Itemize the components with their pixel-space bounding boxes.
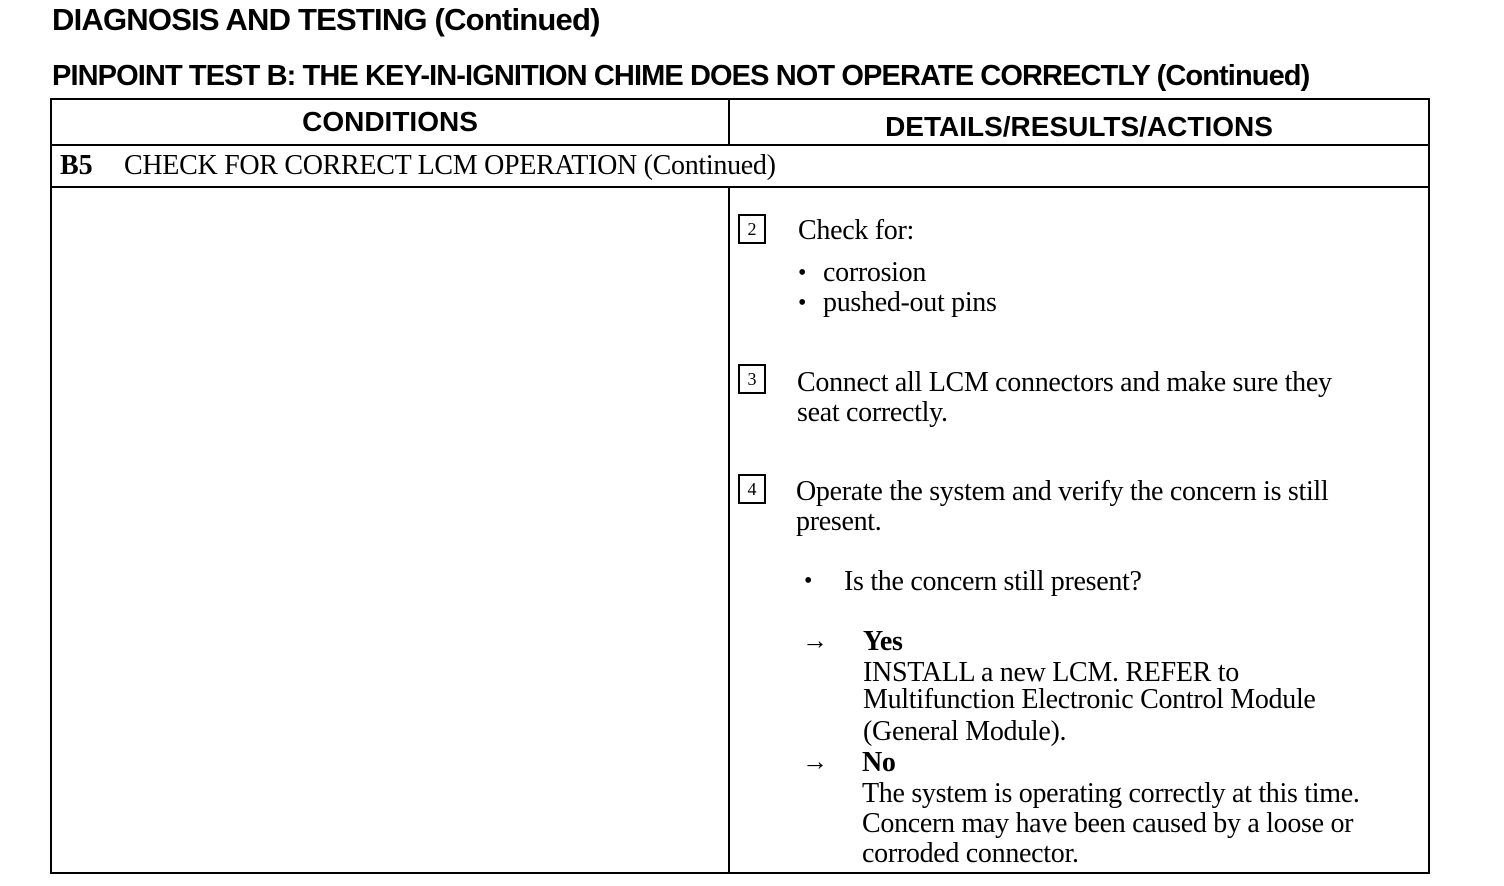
bullet-icon: •: [798, 260, 807, 286]
step-title: CHECK FOR CORRECT LCM OPERATION (Continued): [124, 150, 776, 181]
bullet-icon: •: [798, 290, 807, 316]
item-text-line: Operate the system and verify the concern is still: [796, 476, 1329, 507]
bullet-icon: •: [804, 568, 813, 594]
bullet-item: corrosion: [823, 257, 927, 288]
details-header: DETAILS/RESULTS/ACTIONS: [730, 100, 1428, 146]
arrow-right-icon: →: [802, 626, 828, 655]
step-number-box: 4: [738, 474, 766, 504]
item-text-line: seat correctly.: [797, 397, 948, 428]
result-text-line: (General Module).: [863, 716, 1067, 747]
step-id: B5: [60, 150, 93, 181]
pinpoint-table: [50, 98, 1430, 874]
bullet-item: pushed-out pins: [823, 287, 997, 318]
result-text-line: Concern may have been caused by a loose or: [862, 808, 1354, 839]
column-divider: [728, 188, 730, 872]
step-number-box: 2: [738, 214, 766, 244]
step-number-box: 3: [738, 364, 766, 394]
result-text-line: corroded connector.: [862, 838, 1079, 869]
item-text-line: Connect all LCM connectors and make sure they: [797, 367, 1332, 398]
arrow-right-icon: →: [802, 747, 828, 776]
pinpoint-test-title: PINPOINT TEST B: THE KEY-IN-IGNITION CHIME DOES NOT OPERATE CORRECTLY (Continued): [52, 60, 1310, 92]
result-label-no: No: [862, 747, 896, 778]
page-title: DIAGNOSIS AND TESTING (Continued): [52, 2, 600, 37]
result-label-yes: Yes: [863, 626, 903, 657]
result-text-line: The system is operating correctly at this time.: [862, 778, 1360, 809]
step-row: [52, 146, 1428, 188]
item-text-line: present.: [796, 506, 882, 537]
question-text: Is the concern still present?: [844, 566, 1142, 597]
conditions-header: CONDITIONS: [52, 100, 730, 146]
item-text: Check for:: [798, 215, 914, 246]
result-text-line: Multifunction Electronic Control Module: [863, 684, 1316, 715]
result-text-line: INSTALL a new LCM. REFER to: [863, 657, 1239, 688]
